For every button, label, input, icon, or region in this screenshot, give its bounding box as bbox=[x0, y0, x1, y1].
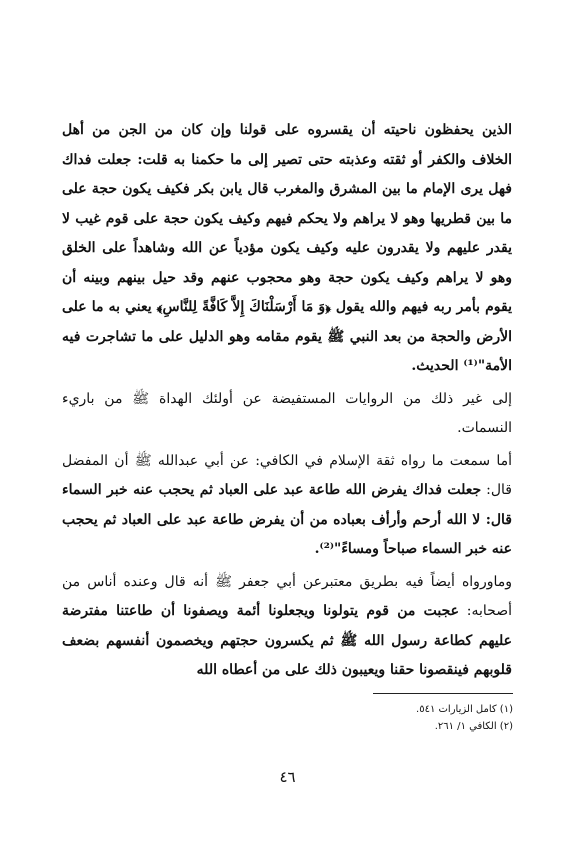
paragraph-4 bbox=[62, 568, 512, 686]
page-number: ٤٦ bbox=[279, 768, 296, 786]
paragraph-1: الذين يحفظون ناحيته أن يقسروه على قولنا وإن كان من الجن من أهل الخلاف والكفر أو ثقته وعذبته حتى تصير إلى ما حكمنا به قلت: جعلت فداك فهل يرى الإمام ما بين المشرق والمغرب قال يابن بكر فكيف يكون حجة على ما بين قطريها وهو لا يراهم ولا يحكم فيهم وكيف يكون حجة على قوم غيب لا يقدر عليهم ولا يقدرون عليه وكيف يكون مؤدياً عن الله وشاهداً على الخلق وهو لا يراهم وكيف يكون حجة وهو محجوب عنهم وقد حيل بينهم وبينه أن يقوم بأمر ربه فيهم والله يقول ﴿وَ مَا أَرْسَلْنَاكَ إِلاَّ كَافَّةً لِلنَّاسِ﴾ يعني به ما على الأرض والحجة من بعد النبي ﷺ يقوم مقامه وهو الدليل على ما تشاجرت فيه الأمة"⁽¹⁾ الحديث. bbox=[62, 122, 512, 374]
footnotes bbox=[63, 701, 513, 735]
paragraph-4-intro: وماورواه أيضاً فيه بطريق معتبرعن أبي جعفر ﷺ أنه قال وعنده أناس من أصحابه: bbox=[62, 573, 512, 619]
main-text bbox=[62, 116, 512, 686]
footnote-separator bbox=[373, 693, 513, 694]
footnote-2: (٢) الكافي ١/ ٢٦١. bbox=[434, 721, 513, 732]
footnote-1: (١) كامل الزيارات ٥٤١. bbox=[416, 704, 513, 715]
paragraph-3-quote: جعلت فداك يفرض الله طاعة عبد على العباد ثم يحجب عنه خبر السماء قال: لا الله أرحم وأرأف بعباده من أن يفرض طاعة عبد على العباد ثم يحجب عنه خبر السماء صباحاً ومساءً"⁽²⁾. bbox=[62, 482, 512, 557]
paragraph-4-quote: عجبت من قوم يتولونا ويجعلونا أئمة ويصفونا أن طاعتنا مفترضة عليهم كطاعة رسول الله ﷺ ثم يكسرون حجتهم ويخصمون أنفسهم بضعف قلوبهم فينقصونا حقنا ويعيبون ذلك على من أعطاه الله bbox=[62, 603, 512, 678]
paragraph-2: إلى غير ذلك من الروايات المستفيضة عن أولئك الهداة ﷺ من باريء النسمات. bbox=[62, 390, 512, 436]
paragraph-3 bbox=[62, 447, 512, 565]
paragraph-3-intro: أما سمعت ما رواه ثقة الإسلام في الكافي: عن أبي عبدالله ﷺ أن المفضل قال: bbox=[62, 452, 513, 498]
